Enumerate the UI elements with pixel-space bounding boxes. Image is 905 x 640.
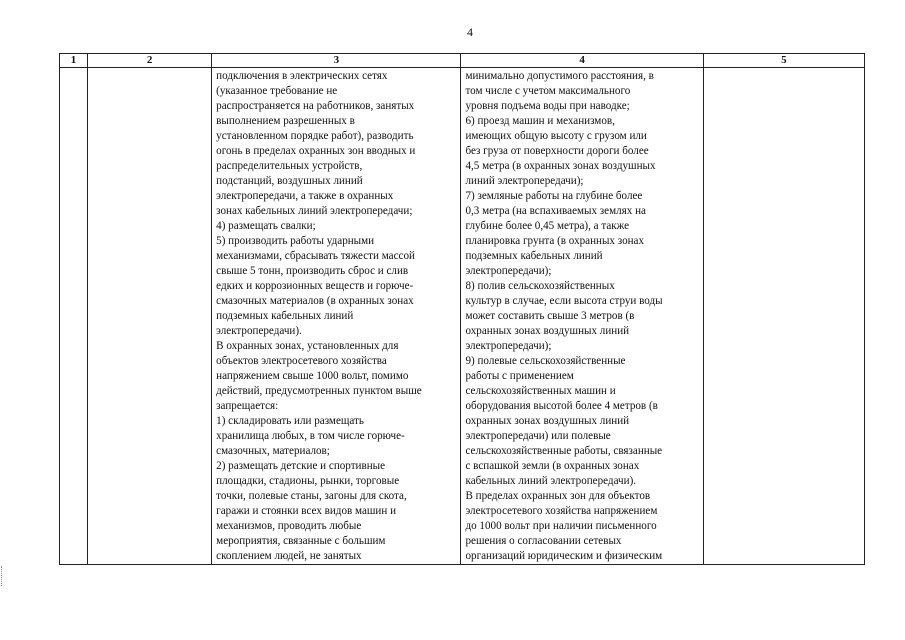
header-col-4: 4 xyxy=(461,54,703,68)
text-line: уровня подъема воды при наводке; xyxy=(465,100,630,112)
cell-col-1 xyxy=(60,68,88,565)
text-line: без груза от поверхности дороги более xyxy=(465,145,649,157)
text-line: подземных кабельных линий xyxy=(216,310,354,322)
text-line: может составить свыше 3 метров (в xyxy=(465,310,635,322)
text-line: В охранных зонах, установленных для xyxy=(216,340,399,352)
text-line: охранных зонах воздушных линий xyxy=(465,415,630,427)
text-line: действий, предусмотренных пунктом выше xyxy=(216,385,422,397)
text-line: 0,3 метра (на вспахиваемых землях на xyxy=(465,205,646,217)
text-line: подстанций, воздушных линий xyxy=(216,175,363,187)
text-line: охранных зонах воздушных линий xyxy=(465,325,630,337)
text-line: электропередачи); xyxy=(465,265,552,277)
header-col-3: 3 xyxy=(212,54,461,68)
text-line: напряжением свыше 1000 вольт, помимо xyxy=(216,370,409,382)
regulation-table xyxy=(59,53,865,565)
text-line: электропередачи, а также в охранных xyxy=(216,190,394,202)
col4-text xyxy=(461,68,702,563)
text-line: решения о согласовании сетевых xyxy=(465,535,622,547)
text-line: подземных кабельных линий xyxy=(465,250,603,262)
text-line: до 1000 вольт при наличии письменного xyxy=(465,520,657,532)
text-line: культур в случае, если высота струи воды xyxy=(465,295,663,307)
cell-col-3 xyxy=(212,68,461,565)
text-line: планировка грунта (в охранных зонах xyxy=(465,235,645,247)
col3-text xyxy=(212,68,460,563)
page-number: 4 xyxy=(467,25,473,39)
text-line: имеющих общую высоту с грузом или xyxy=(465,130,647,142)
text-line: электросетевого хозяйства напряжением xyxy=(465,505,658,517)
text-line: точки, полевые станы, загоны для скота, xyxy=(216,490,407,502)
text-line: 5) производить работы ударными xyxy=(216,235,375,247)
text-line: оборудования высотой более 4 метров (в xyxy=(465,400,658,412)
text-line: (указанное требование не xyxy=(216,85,338,97)
text-line: установленном порядке работ), разводить xyxy=(216,130,414,142)
text-line: организаций юридическим и физическим xyxy=(465,550,663,562)
text-line: скоплением людей, не занятых xyxy=(216,550,362,562)
text-line: гаражи и стоянки всех видов машин и xyxy=(216,505,397,517)
header-col-2: 2 xyxy=(88,54,212,68)
text-line: электропередачи) или полевые xyxy=(465,430,611,442)
text-line: работы с применением xyxy=(465,370,574,382)
text-line: глубине более 0,45 метра), а также xyxy=(465,220,630,232)
text-line: с вспашкой земли (в охранных зонах xyxy=(465,460,640,472)
text-line: свыше 5 тонн, производить сброс и слив xyxy=(216,265,409,277)
text-line: объектов электросетевого хозяйства xyxy=(216,355,387,367)
text-line: смазочных, материалов; xyxy=(216,445,330,457)
text-line: 4,5 метра (в охранных зонах воздушных xyxy=(465,160,656,172)
text-line: мероприятия, связанные с большим xyxy=(216,535,386,547)
table-row xyxy=(60,68,865,565)
text-line: смазочных материалов (в охранных зонах xyxy=(216,295,414,307)
cell-col-5 xyxy=(703,68,864,565)
text-line: 6) проезд машин и механизмов, xyxy=(465,115,615,127)
text-line: распределительных устройств, xyxy=(216,160,363,172)
text-line: сельскохозяйственных машин и xyxy=(465,385,616,397)
text-line: электропередачи); xyxy=(465,340,552,352)
text-line: том числе с учетом максимального xyxy=(465,85,631,97)
text-line: электропередачи). xyxy=(216,325,302,337)
text-line: 4) размещать свалки; xyxy=(216,220,316,232)
text-line: едких и коррозионных веществ и горюче- xyxy=(216,280,414,292)
text-line: 1) складировать или размещать xyxy=(216,415,364,427)
text-line: подключения в электрических сетях xyxy=(216,70,388,82)
text-line: минимально допустимого расстояния, в xyxy=(465,70,654,82)
text-line: кабельных линий электропередачи). xyxy=(465,475,637,487)
text-line: хранилища любых, в том числе горюче- xyxy=(216,430,405,442)
text-line: 2) размещать детские и спортивные xyxy=(216,460,386,472)
text-line: зонах кабельных линий электропередачи; xyxy=(216,205,413,217)
header-col-5: 5 xyxy=(703,54,864,68)
text-line: В пределах охранных зон для объектов xyxy=(465,490,651,502)
text-line: 8) полив сельскохозяйственных xyxy=(465,280,615,292)
text-line: площадки, стадионы, рынки, торговые xyxy=(216,475,400,487)
cell-col-4 xyxy=(461,68,703,565)
text-line: сельскохозяйственные работы, связанные xyxy=(465,445,663,457)
text-line: механизмов, проводить любые xyxy=(216,520,362,532)
text-line: выполнением разрешенных в xyxy=(216,115,355,127)
header-row xyxy=(60,54,865,68)
text-line: линий электропередачи); xyxy=(465,175,584,187)
text-line: механизмами, сбрасывать тяжести массой xyxy=(216,250,415,262)
text-line: 9) полевые сельскохозяйственные xyxy=(465,355,626,367)
text-line: запрещается: xyxy=(216,400,279,412)
text-line: огонь в пределах охранных зон вводных и xyxy=(216,145,416,157)
text-line: 7) земляные работы на глубине более xyxy=(465,190,643,202)
text-line: распространяется на работников, занятых xyxy=(216,100,415,112)
cell-col-2 xyxy=(88,68,212,565)
margin-mark xyxy=(1,566,5,586)
header-col-1: 1 xyxy=(60,54,88,68)
